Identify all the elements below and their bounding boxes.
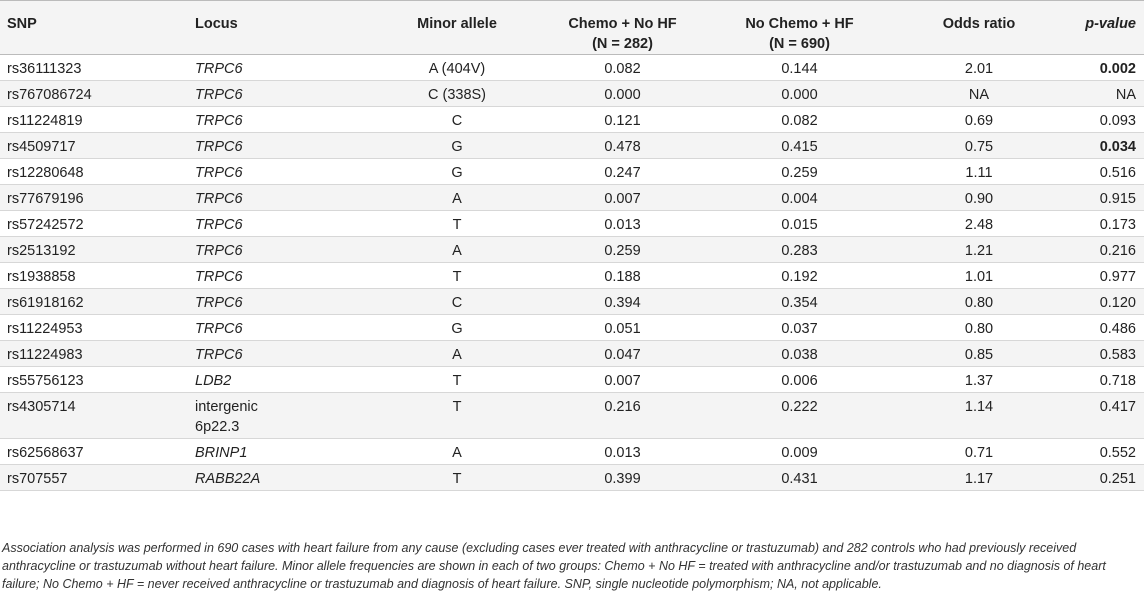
cell-p-value-text: 0.516 [1099, 165, 1136, 181]
cell-locus [195, 159, 373, 185]
table-row [0, 211, 1144, 237]
cell-p-value [1063, 439, 1144, 465]
cell-p-value-text: 0.120 [1099, 295, 1136, 311]
cell-snp [0, 289, 195, 315]
cell-locus-text: RABB22A [195, 471, 261, 487]
cell-p-value [1063, 237, 1144, 263]
cell-locus [195, 81, 373, 107]
cell-chemo-no-hf [541, 465, 704, 491]
cell-no-chemo-hf-text: 0.222 [781, 399, 818, 415]
cell-p-value-text: 0.417 [1099, 399, 1136, 415]
cell-snp [0, 159, 195, 185]
cell-locus [195, 55, 373, 81]
cell-minor-allele [373, 81, 541, 107]
header-chemo-no-hf [541, 1, 704, 55]
table-row [0, 439, 1144, 465]
cell-chemo-no-hf-text: 0.188 [604, 269, 641, 285]
cell-minor-allele [373, 55, 541, 81]
cell-p-value-text: 0.034 [1099, 139, 1136, 155]
cell-snp [0, 185, 195, 211]
cell-odds-ratio-text: 1.01 [964, 269, 994, 285]
cell-odds-ratio [895, 465, 1063, 491]
cell-p-value-text: 0.173 [1099, 217, 1136, 233]
cell-no-chemo-hf [704, 185, 895, 211]
cell-locus-text: TRPC6 [195, 191, 243, 207]
cell-no-chemo-hf-text: 0.037 [781, 321, 818, 337]
cell-snp [0, 211, 195, 237]
cell-locus-text: TRPC6 [195, 113, 243, 129]
cell-chemo-no-hf-text: 0.007 [604, 373, 641, 389]
cell-chemo-no-hf [541, 289, 704, 315]
cell-snp [0, 367, 195, 393]
cell-minor-allele [373, 315, 541, 341]
cell-snp-text: rs2513192 [7, 243, 76, 259]
cell-snp [0, 263, 195, 289]
cell-locus-text: TRPC6 [195, 217, 243, 233]
cell-p-value [1063, 159, 1144, 185]
header-chemo-no-hf-n: (N = 282) [592, 36, 653, 52]
cell-snp [0, 237, 195, 263]
cell-chemo-no-hf [541, 107, 704, 133]
cell-p-value [1063, 263, 1144, 289]
cell-no-chemo-hf-text: 0.283 [781, 243, 818, 259]
cell-odds-ratio-text: 0.90 [964, 191, 994, 207]
cell-locus-text: TRPC6 [195, 139, 243, 155]
cell-p-value-text: 0.915 [1099, 191, 1136, 207]
cell-odds-ratio-text: 0.69 [964, 113, 994, 129]
cell-odds-ratio-text: 0.71 [964, 445, 994, 461]
cell-no-chemo-hf-text: 0.000 [781, 87, 818, 103]
table-row [0, 237, 1144, 263]
cell-snp-text: rs55756123 [7, 373, 84, 389]
cell-p-value [1063, 211, 1144, 237]
cell-minor-allele [373, 393, 541, 439]
cell-minor-allele [373, 465, 541, 491]
cell-no-chemo-hf [704, 341, 895, 367]
cell-snp-text: rs767086724 [7, 87, 92, 103]
cell-minor-allele [373, 133, 541, 159]
cell-no-chemo-hf-text: 0.192 [781, 269, 818, 285]
cell-odds-ratio-text: 0.85 [964, 347, 994, 363]
cell-no-chemo-hf [704, 81, 895, 107]
cell-p-value-text: 0.002 [1099, 61, 1136, 77]
cell-p-value [1063, 289, 1144, 315]
cell-snp-text: rs77679196 [7, 191, 84, 207]
cell-locus-text: TRPC6 [195, 61, 243, 77]
cell-minor-allele [373, 341, 541, 367]
header-no-chemo-hf-label: No Chemo + HF [745, 16, 854, 32]
cell-chemo-no-hf [541, 315, 704, 341]
cell-odds-ratio [895, 159, 1063, 185]
cell-snp-text: rs57242572 [7, 217, 84, 233]
cell-odds-ratio [895, 263, 1063, 289]
cell-minor-allele [373, 263, 541, 289]
cell-locus-text: TRPC6 [195, 321, 243, 337]
cell-locus [195, 185, 373, 211]
cell-chemo-no-hf [541, 393, 704, 439]
table-row [0, 367, 1144, 393]
cell-locus-text: TRPC6 [195, 243, 243, 259]
cell-minor-allele-text: G [451, 139, 463, 155]
cell-snp [0, 81, 195, 107]
table-row [0, 315, 1144, 341]
cell-snp [0, 107, 195, 133]
cell-locus-text: LDB2 [195, 373, 232, 389]
cell-chemo-no-hf [541, 159, 704, 185]
cell-snp-text: rs4509717 [7, 139, 76, 155]
cell-snp-text: rs62568637 [7, 445, 84, 461]
cell-chemo-no-hf [541, 341, 704, 367]
table-row [0, 289, 1144, 315]
cell-minor-allele-text: G [451, 321, 463, 337]
cell-locus-text: intergenic [195, 399, 258, 415]
cell-minor-allele [373, 367, 541, 393]
header-p-value-label: p-value [1085, 16, 1136, 32]
cell-minor-allele [373, 289, 541, 315]
cell-p-value [1063, 107, 1144, 133]
cell-minor-allele-text: A [452, 191, 462, 207]
cell-odds-ratio [895, 55, 1063, 81]
table-row [0, 81, 1144, 107]
header-snp: SNP [7, 16, 37, 32]
cell-odds-ratio-text: 0.80 [964, 321, 994, 337]
cell-odds-ratio [895, 185, 1063, 211]
cell-snp [0, 393, 195, 439]
cell-minor-allele [373, 159, 541, 185]
cell-chemo-no-hf [541, 81, 704, 107]
cell-minor-allele-text: T [452, 399, 462, 415]
cell-chemo-no-hf-text: 0.394 [604, 295, 641, 311]
cell-p-value-text: NA [1115, 87, 1136, 103]
cell-no-chemo-hf [704, 107, 895, 133]
cell-snp-text: rs36111323 [7, 61, 82, 77]
cell-p-value-text: 0.216 [1099, 243, 1136, 259]
cell-chemo-no-hf-text: 0.013 [604, 445, 641, 461]
table-footnote [0, 539, 1144, 593]
cell-minor-allele-text: T [452, 471, 462, 487]
cell-no-chemo-hf-text: 0.006 [781, 373, 818, 389]
cell-chemo-no-hf [541, 185, 704, 211]
cell-chemo-no-hf [541, 439, 704, 465]
cell-chemo-no-hf-text: 0.051 [604, 321, 641, 337]
cell-snp-text: rs1938858 [7, 269, 76, 285]
cell-minor-allele [373, 107, 541, 133]
cell-no-chemo-hf-text: 0.038 [781, 347, 818, 363]
cell-snp [0, 465, 195, 491]
cell-odds-ratio-text: NA [968, 87, 990, 103]
cell-odds-ratio [895, 341, 1063, 367]
cell-no-chemo-hf-text: 0.004 [781, 191, 818, 207]
footnote-text: Association analysis was performed in 690 cases with heart failure from any cause (excluding cases ever treated with anthracycline or trastuzumab) and 282 controls who had previously received anthracycline or trastuzumab without heart failure. Minor allele frequencies are shown in each of two groups: Chemo + No HF = treated with anthracycline and/or trastuzumab and no diagnosis of heart failure; No Chemo + HF = never received anthracycline or trastuzumab and diagnosis of heart failure. SNP, single nucleotide polymorphism; NA, not applicable. [2, 541, 1106, 591]
cell-odds-ratio [895, 393, 1063, 439]
cell-minor-allele-text: G [451, 165, 463, 181]
cell-odds-ratio-text: 1.14 [964, 399, 994, 415]
cell-snp [0, 133, 195, 159]
cell-locus [195, 107, 373, 133]
cell-no-chemo-hf-text: 0.415 [781, 139, 818, 155]
cell-odds-ratio [895, 315, 1063, 341]
cell-chemo-no-hf [541, 367, 704, 393]
cell-p-value-text: 0.486 [1099, 321, 1136, 337]
cell-minor-allele-text: C (338S) [427, 87, 487, 103]
cell-chemo-no-hf-text: 0.082 [604, 61, 641, 77]
cell-no-chemo-hf [704, 439, 895, 465]
table-row [0, 341, 1144, 367]
cell-no-chemo-hf [704, 263, 895, 289]
cell-chemo-no-hf-text: 0.247 [604, 165, 641, 181]
cell-no-chemo-hf-text: 0.015 [781, 217, 818, 233]
cell-chemo-no-hf [541, 133, 704, 159]
cell-odds-ratio [895, 81, 1063, 107]
cell-p-value [1063, 185, 1144, 211]
cell-odds-ratio-text: 0.80 [964, 295, 994, 311]
header-odds-ratio: Odds ratio [942, 16, 1016, 32]
cell-p-value-text: 0.583 [1099, 347, 1136, 363]
cell-no-chemo-hf [704, 211, 895, 237]
cell-odds-ratio-text: 1.37 [964, 373, 994, 389]
cell-chemo-no-hf-text: 0.013 [604, 217, 641, 233]
cell-odds-ratio-text: 1.17 [964, 471, 994, 487]
cell-no-chemo-hf [704, 315, 895, 341]
table-row [0, 263, 1144, 289]
cell-minor-allele-text: C [451, 295, 463, 311]
cell-odds-ratio-text: 0.75 [964, 139, 994, 155]
cell-p-value-text: 0.093 [1099, 113, 1136, 129]
cell-locus-text: TRPC6 [195, 87, 243, 103]
cell-no-chemo-hf [704, 237, 895, 263]
cell-chemo-no-hf [541, 237, 704, 263]
cell-odds-ratio-text: 2.48 [964, 217, 994, 233]
cell-minor-allele [373, 439, 541, 465]
cell-locus [195, 289, 373, 315]
cell-locus-text: TRPC6 [195, 347, 243, 363]
cell-snp-text: rs11224819 [7, 113, 83, 129]
cell-locus [195, 211, 373, 237]
cell-odds-ratio [895, 289, 1063, 315]
cell-locus [195, 439, 373, 465]
cell-snp [0, 55, 195, 81]
cell-minor-allele-text: A [452, 445, 462, 461]
cell-p-value [1063, 393, 1144, 439]
table-row [0, 55, 1144, 81]
table-header [0, 1, 1144, 55]
table-row [0, 133, 1144, 159]
cell-no-chemo-hf-text: 0.354 [781, 295, 818, 311]
header-no-chemo-hf [704, 1, 895, 55]
table-row [0, 159, 1144, 185]
cell-no-chemo-hf [704, 55, 895, 81]
cell-p-value [1063, 465, 1144, 491]
cell-no-chemo-hf-text: 0.144 [781, 61, 818, 77]
cell-p-value-text: 0.718 [1099, 373, 1136, 389]
cell-minor-allele [373, 237, 541, 263]
cell-snp [0, 315, 195, 341]
cell-locus [195, 341, 373, 367]
cell-locus-text: TRPC6 [195, 165, 243, 181]
cell-p-value-text: 0.977 [1099, 269, 1136, 285]
table-body [0, 55, 1144, 491]
cell-locus [195, 133, 373, 159]
cell-odds-ratio [895, 211, 1063, 237]
cell-no-chemo-hf-text: 0.431 [781, 471, 818, 487]
table-row [0, 107, 1144, 133]
cell-odds-ratio-text: 1.11 [965, 165, 993, 181]
cell-minor-allele-text: A [452, 347, 462, 363]
cell-locus-text: TRPC6 [195, 269, 243, 285]
cell-locus-text: TRPC6 [195, 295, 243, 311]
cell-no-chemo-hf [704, 159, 895, 185]
cell-no-chemo-hf-text: 0.259 [781, 165, 818, 181]
cell-chemo-no-hf [541, 55, 704, 81]
cell-chemo-no-hf-text: 0.121 [604, 113, 641, 129]
cell-snp-text: rs11224983 [7, 347, 83, 363]
header-no-chemo-hf-n: (N = 690) [769, 36, 830, 52]
cell-no-chemo-hf [704, 393, 895, 439]
cell-chemo-no-hf [541, 263, 704, 289]
cell-chemo-no-hf [541, 211, 704, 237]
cell-no-chemo-hf [704, 465, 895, 491]
cell-no-chemo-hf [704, 367, 895, 393]
cell-p-value-text: 0.552 [1099, 445, 1136, 461]
cell-locus [195, 367, 373, 393]
cell-minor-allele-text: A [452, 243, 462, 259]
cell-snp-text: rs12280648 [7, 165, 84, 181]
cell-chemo-no-hf-text: 0.007 [604, 191, 641, 207]
header-locus: Locus [195, 16, 238, 32]
cell-snp-text: rs707557 [7, 471, 68, 487]
cell-no-chemo-hf-text: 0.082 [781, 113, 818, 129]
cell-minor-allele [373, 211, 541, 237]
cell-locus [195, 237, 373, 263]
cell-snp-text: rs61918162 [7, 295, 84, 311]
cell-chemo-no-hf-text: 0.000 [604, 87, 641, 103]
cell-odds-ratio [895, 107, 1063, 133]
header-row [0, 1, 1144, 55]
cell-p-value [1063, 81, 1144, 107]
cell-snp [0, 439, 195, 465]
header-chemo-no-hf-label: Chemo + No HF [568, 16, 677, 32]
cell-p-value [1063, 315, 1144, 341]
cell-no-chemo-hf [704, 289, 895, 315]
cell-odds-ratio [895, 439, 1063, 465]
cell-no-chemo-hf [704, 133, 895, 159]
cell-locus [195, 465, 373, 491]
cell-p-value [1063, 55, 1144, 81]
cell-odds-ratio [895, 367, 1063, 393]
table-row [0, 393, 1144, 439]
cell-p-value [1063, 133, 1144, 159]
cell-minor-allele-text: A (404V) [428, 61, 486, 77]
cell-snp [0, 341, 195, 367]
cell-odds-ratio [895, 237, 1063, 263]
table-row [0, 185, 1144, 211]
cell-chemo-no-hf-text: 0.259 [604, 243, 641, 259]
cell-chemo-no-hf-text: 0.478 [604, 139, 641, 155]
header-p-value [1063, 1, 1144, 55]
cell-chemo-no-hf-text: 0.216 [604, 399, 641, 415]
cell-p-value-text: 0.251 [1099, 471, 1136, 487]
cell-minor-allele-text: T [452, 269, 462, 285]
cell-snp-text: rs4305714 [7, 399, 76, 415]
cell-p-value [1063, 367, 1144, 393]
cell-chemo-no-hf-text: 0.047 [604, 347, 641, 363]
cell-minor-allele-text: T [452, 373, 462, 389]
cell-odds-ratio-text: 1.21 [964, 243, 994, 259]
cell-minor-allele [373, 185, 541, 211]
cell-odds-ratio-text: 2.01 [964, 61, 994, 77]
cell-odds-ratio [895, 133, 1063, 159]
cell-locus-text-line2: 6p22.3 [195, 419, 240, 435]
cell-locus [195, 393, 373, 439]
cell-p-value [1063, 341, 1144, 367]
cell-locus [195, 315, 373, 341]
cell-no-chemo-hf-text: 0.009 [781, 445, 818, 461]
table-row [0, 465, 1144, 491]
cell-snp-text: rs11224953 [7, 321, 83, 337]
cell-minor-allele-text: T [452, 217, 462, 233]
cell-locus [195, 263, 373, 289]
cell-locus-text: BRINP1 [195, 445, 248, 461]
cell-chemo-no-hf-text: 0.399 [604, 471, 641, 487]
cell-minor-allele-text: C [451, 113, 463, 129]
header-minor-allele: Minor allele [417, 16, 497, 32]
